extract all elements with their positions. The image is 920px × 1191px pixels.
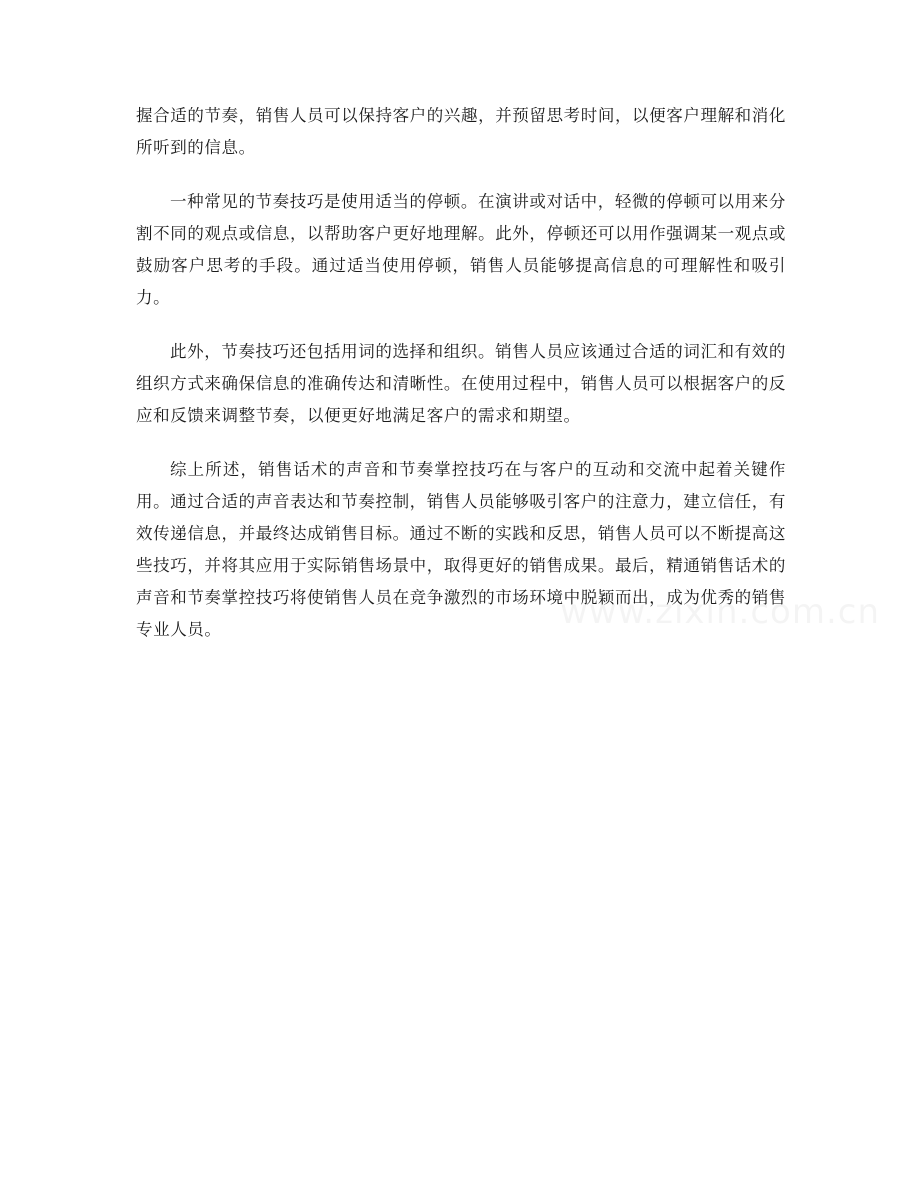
document-body [136,100,786,668]
paragraph-word-choice: 此外，节奏技巧还包括用词的选择和组织。销售人员应该通过合适的词汇和有效的组织方式来确保信息的准确传达和清晰性。在使用过程中，销售人员可以根据客户的反应和反馈来调整节奏，以便更好地满足客户的需求和期望。 [136,342,786,425]
paragraph-continuation: 握合适的节奏，销售人员可以保持客户的兴趣，并预留思考时间，以便客户理解和消化所听到的信息。 [136,106,786,157]
watermark [560,592,880,632]
paragraph-pause-technique: 一种常见的节奏技巧是使用适当的停顿。在演讲或对话中，轻微的停顿可以用来分割不同的观点或信息，以帮助客户更好地理解。此外，停顿还可以用作强调某一观点或鼓励客户思考的手段。通过适当使用停顿，销售人员能够提高信息的可理解性和吸引力。 [136,192,786,307]
paragraph-conclusion: 综上所述，销售话术的声音和节奏掌控技巧在与客户的互动和交流中起着关键作用。通过合适的声音表达和节奏控制，销售人员能够吸引客户的注意力，建立信任，有效传递信息，并最终达成销售目标。通过不断的实践和反思，销售人员可以不断提高这些技巧，并将其应用于实际销售场景中，取得更好的销售成果。最后，精通销售话术的声音和节奏掌控技巧将使销售人员在竞争激烈的市场环境中脱颖而出，成为优秀的销售专业人员。 [136,460,786,639]
